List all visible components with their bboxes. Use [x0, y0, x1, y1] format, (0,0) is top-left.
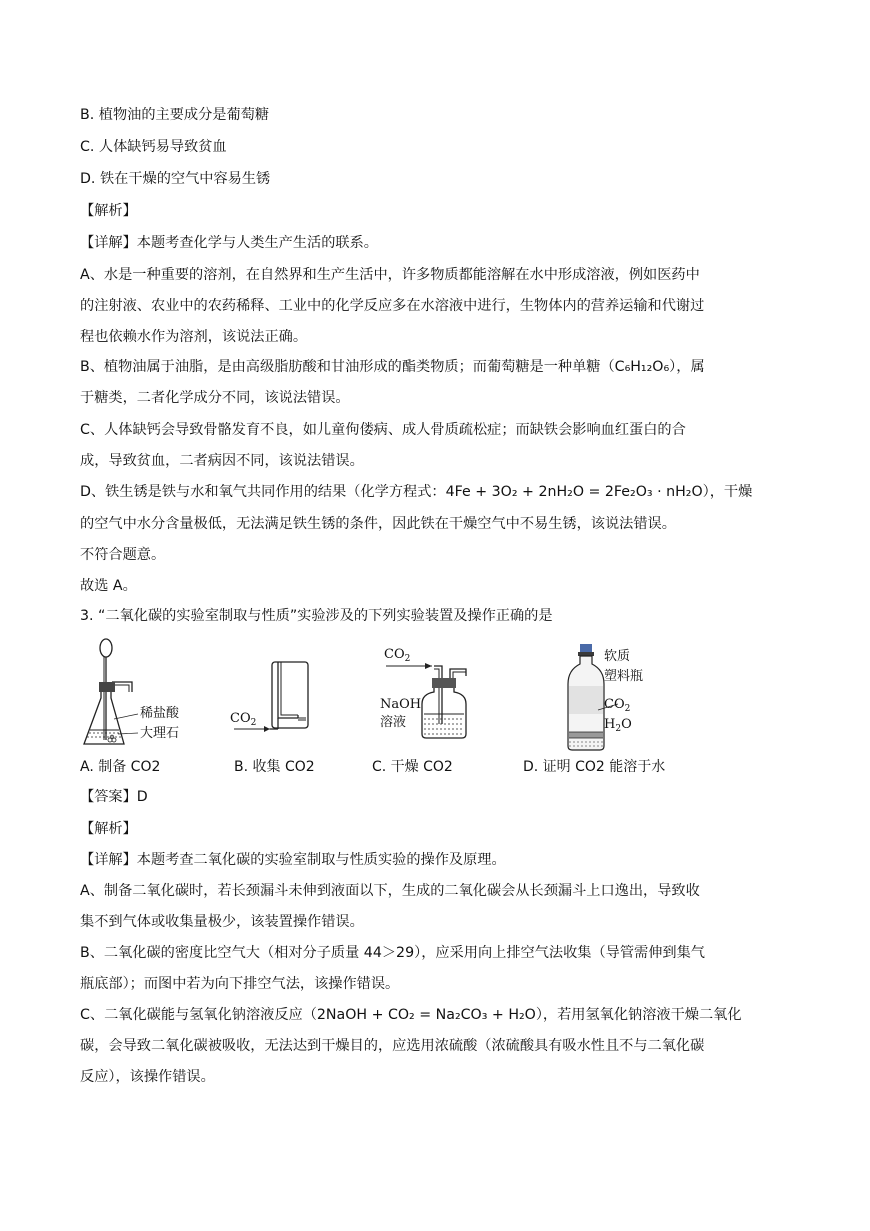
figure-a-caption: A. 制备 CO2: [80, 759, 161, 775]
figure-c-caption: C. 干燥 CO2: [372, 759, 453, 775]
explanation-line: 瓶底部）；而图中若为向下排空气法，该操作错误。: [80, 976, 400, 992]
figure-a-label-acid: 稀盐酸: [140, 706, 180, 721]
figure-c-gas-label: $CO_2$: [384, 647, 411, 664]
figure-b-gas-label: $CO_2$: [230, 711, 257, 728]
figure-d-label-bottle: 塑料瓶: [604, 669, 644, 684]
explanation-line: 于糖类，二者化学成分不同，该说法错误。: [80, 390, 350, 406]
option-b: B. 植物油的主要成分是葡萄糖: [80, 107, 270, 123]
explanation-line: 成，导致贫血，二者病因不同，该说法错误。: [80, 453, 364, 469]
explanation-line: D、铁生锈是铁与水和氧气共同作用的结果（化学方程式：4Fe + 3O₂ + 2nH₂O = 2Fe₂O₃ · nH₂O），干燥: [80, 484, 753, 500]
conclusion-line: 不符合题意。: [80, 547, 166, 563]
figure-d-caption: D. 证明 CO2 能溶于水: [523, 759, 666, 775]
explanation-line: C、二氧化碳能与氢氧化钠溶液反应（2NaOH + CO₂ = Na₂CO₃ + H₂O），若用氢氧化钠溶液干燥二氧化: [80, 1007, 742, 1023]
figure-c: [372, 634, 482, 775]
figure-a-label-marble: 大理石: [140, 726, 180, 741]
analysis-heading-2: 【解析】: [80, 821, 137, 837]
explanation-line: 反应），该操作错误。: [80, 1069, 215, 1085]
explanation-line: A、水是一种重要的溶剂，在自然界和生产生活中，许多物质都能溶解在水中形成溶液，例如医药中: [80, 267, 700, 283]
explanation-intro: 【详解】本题考查化学与人类生产生活的联系。: [80, 235, 378, 251]
explanation-line: A、制备二氧化碳时，若长颈漏斗未伸到液面以下，生成的二氧化碳会从长颈漏斗上口逸出，导致收: [80, 883, 700, 899]
figure-a: [80, 634, 210, 775]
apparatus-figures: [80, 634, 792, 784]
explanation-intro-2: 【详解】本题考查二氧化碳的实验室制取与性质实验的操作及原理。: [80, 852, 506, 868]
explanation-line: B、二氧化碳的密度比空气大（相对分子质量 44＞29），应采用向上排空气法收集（导管需伸到集气: [80, 945, 705, 961]
figure-d-label-soft: 软质: [604, 649, 631, 664]
answer-line: 【答案】D: [80, 789, 148, 805]
explanation-line: 集不到气体或收集量极少，该装置操作错误。: [80, 914, 364, 930]
figure-b-drawing: [230, 634, 330, 752]
figure-c-label-naoh: NaOH: [380, 697, 422, 712]
figure-d-label-water: $H_2O$: [604, 717, 632, 734]
analysis-heading: 【解析】: [80, 203, 137, 219]
figure-d-drawing: [520, 634, 700, 752]
option-d: D. 铁在干燥的空气中容易生锈: [80, 171, 271, 187]
figure-c-label-solution: 溶液: [380, 715, 407, 730]
figure-b-caption: B. 收集 CO2: [234, 759, 315, 775]
figure-b: [230, 634, 330, 775]
figure-d-label-co2: $CO_2$: [604, 697, 631, 714]
explanation-line: C、人体缺钙会导致骨骼发育不良，如儿童佝偻病、成人骨质疏松症；而缺铁会影响血红蛋白的合: [80, 422, 686, 438]
answer-choice: 故选 A。: [80, 578, 137, 594]
explanation-line: 的空气中水分含量极低，无法满足铁生锈的条件，因此铁在干燥空气中不易生锈，该说法错误。: [80, 516, 676, 532]
explanation-line: B、植物油属于油脂，是由高级脂肪酸和甘油形成的酯类物质；而葡萄糖是一种单糖（C₆H₁₂O₆），属: [80, 359, 705, 375]
figure-c-drawing: [372, 634, 482, 752]
explanation-line: 的注射液、农业中的农药稀释、工业中的化学反应多在水溶液中进行，生物体内的营养运输和代谢过: [80, 298, 705, 314]
explanation-line: 程也依赖水作为溶剂，该说法正确。: [80, 329, 308, 345]
option-c: C. 人体缺钙易导致贫血: [80, 139, 227, 155]
explanation-line: 碳，会导致二氧化碳被吸收，无法达到干燥目的，应选用浓硫酸（浓硫酸具有吸水性且不与二氧化碳: [80, 1038, 705, 1054]
figure-d: [520, 634, 700, 775]
figure-a-drawing: [80, 634, 210, 752]
question-3-stem: 3. “二氧化碳的实验室制取与性质”实验涉及的下列实验装置及操作正确的是: [80, 608, 553, 624]
